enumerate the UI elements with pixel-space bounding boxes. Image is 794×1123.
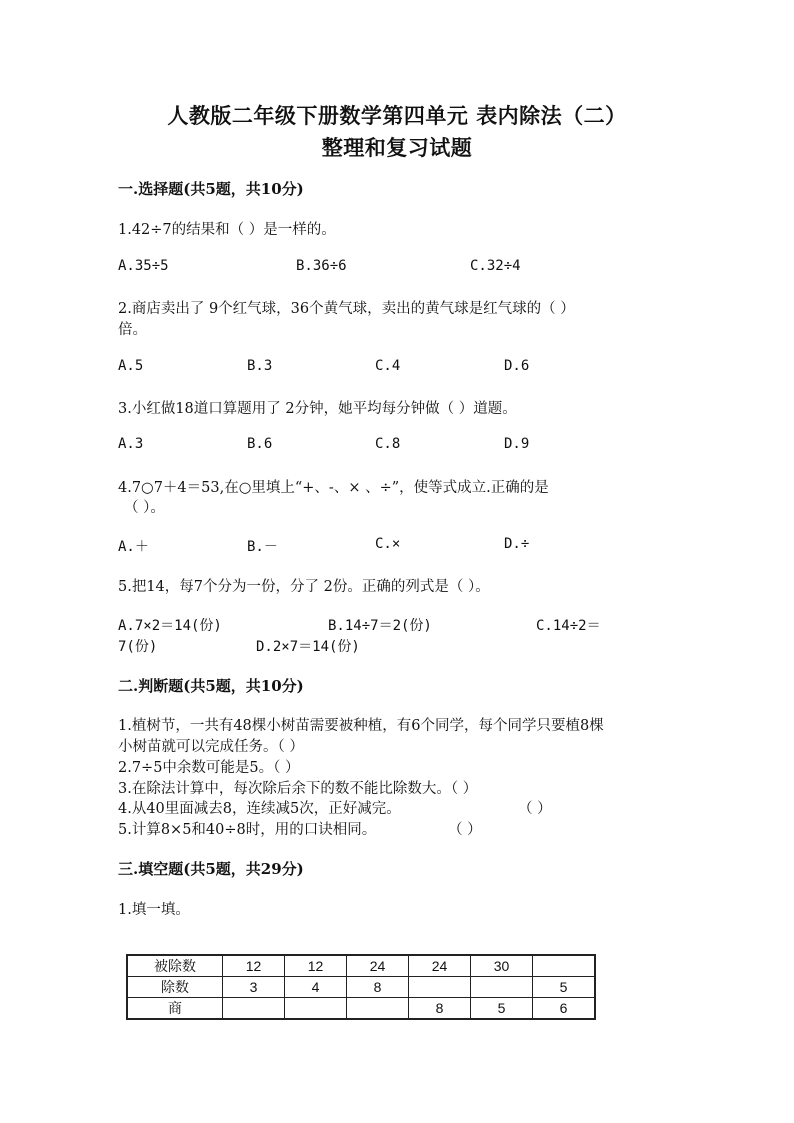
- option-c[interactable]: C.32÷4: [470, 258, 521, 274]
- option-b[interactable]: B.3: [247, 358, 273, 374]
- table-cell: 24: [347, 955, 409, 977]
- question-1: 1.42÷7的结果和（ ）是一样的。: [118, 222, 336, 238]
- option-a[interactable]: A.3: [118, 436, 144, 452]
- option-b[interactable]: B.－: [247, 539, 278, 555]
- judge-item-3: 3.在除法计算中，每次除后余下的数不能比除数大。（ ）: [118, 781, 478, 797]
- section-heading-fill: 三.填空题(共5题，共29分): [118, 860, 304, 878]
- table-cell: 商: [127, 998, 223, 1020]
- question-2: 2.商店卖出了 9个红气球，36个黄气球，卖出的黄气球是红气球的（ ）: [118, 301, 575, 317]
- table-cell: 6: [533, 998, 596, 1020]
- table-cell: 30: [471, 955, 533, 977]
- option-c[interactable]: C.×: [375, 536, 401, 552]
- section-heading-judge: 二.判断题(共5题，共10分): [118, 677, 304, 695]
- option-c[interactable]: C.4: [375, 358, 401, 374]
- question-3: 3.小红做18道口算题用了 2分钟，她平均每分钟做（ ）道题。: [118, 401, 517, 417]
- table-cell: 4: [285, 977, 347, 998]
- table-cell: 被除数: [127, 955, 223, 977]
- option-c[interactable]: C.14÷2＝: [536, 618, 601, 634]
- table-cell[interactable]: [285, 998, 347, 1020]
- table-cell: 3: [223, 977, 285, 998]
- option-b[interactable]: B.14÷7＝2(份): [328, 618, 432, 634]
- table-cell[interactable]: [223, 998, 285, 1020]
- option-a[interactable]: A.35÷5: [118, 258, 169, 274]
- option-b[interactable]: B.36÷6: [296, 258, 347, 274]
- question-4: 4.7○7＋4＝53,在○里填上“+、-、× 、÷”，使等式成立.正确的是: [118, 480, 549, 496]
- table-cell: 除数: [127, 977, 223, 998]
- judge-item-1: 1.植树节，一共有48棵小树苗需要被种植，有6个同学，每个同学只要植8棵: [118, 718, 604, 734]
- table-row: [127, 955, 595, 977]
- question-2-cont: 倍。: [118, 322, 147, 338]
- option-a[interactable]: A.7×2＝14(份): [118, 618, 222, 634]
- option-a[interactable]: A.＋: [118, 539, 149, 555]
- division-table: [126, 954, 596, 1020]
- table-cell: 5: [471, 998, 533, 1020]
- table-cell[interactable]: [533, 955, 596, 977]
- table-cell[interactable]: [347, 998, 409, 1020]
- table-cell: 12: [223, 955, 285, 977]
- table-cell[interactable]: [409, 977, 471, 998]
- page-title: 人教版二年级下册数学第四单元 表内除法（二）: [167, 103, 627, 128]
- table-cell: 24: [409, 955, 471, 977]
- option-d[interactable]: D.÷: [504, 536, 530, 552]
- fill-question-1: 1.填一填。: [118, 902, 190, 918]
- option-d[interactable]: D.6: [504, 358, 530, 374]
- judge-item-5: 5.计算8×5和40÷8时，用的口诀相同。: [118, 822, 377, 838]
- option-c-cont: 7(份): [118, 639, 158, 655]
- option-d[interactable]: D.2×7＝14(份): [256, 639, 360, 655]
- section-heading-choice: 一.选择题(共5题，共10分): [118, 180, 304, 198]
- page-subtitle: 整理和复习试题: [321, 135, 473, 160]
- option-d[interactable]: D.9: [504, 436, 530, 452]
- judge-item-1-cont: 小树苗就可以完成任务。（ ）: [118, 739, 304, 755]
- judge-item-4: 4.从40里面减去8，连续减5次，正好减完。: [118, 801, 401, 817]
- judge-item-2: 2.7÷5中余数可能是5。（ ）: [118, 760, 300, 776]
- question-4-cont: （ ）。: [124, 500, 165, 516]
- table-cell: 8: [409, 998, 471, 1020]
- table-cell[interactable]: [471, 977, 533, 998]
- table-row: [127, 977, 595, 998]
- option-b[interactable]: B.6: [247, 436, 273, 452]
- judge-item-4-blank: （ ）: [518, 801, 552, 817]
- question-5: 5.把14，每7个分为一份，分了 2份。正确的列式是（ ）。: [118, 579, 490, 595]
- table-row: [127, 998, 595, 1020]
- judge-item-5-blank: （ ）: [448, 822, 482, 838]
- option-c[interactable]: C.8: [375, 436, 401, 452]
- table-cell: 8: [347, 977, 409, 998]
- table-cell: 12: [285, 955, 347, 977]
- option-a[interactable]: A.5: [118, 358, 144, 374]
- table-cell: 5: [533, 977, 596, 998]
